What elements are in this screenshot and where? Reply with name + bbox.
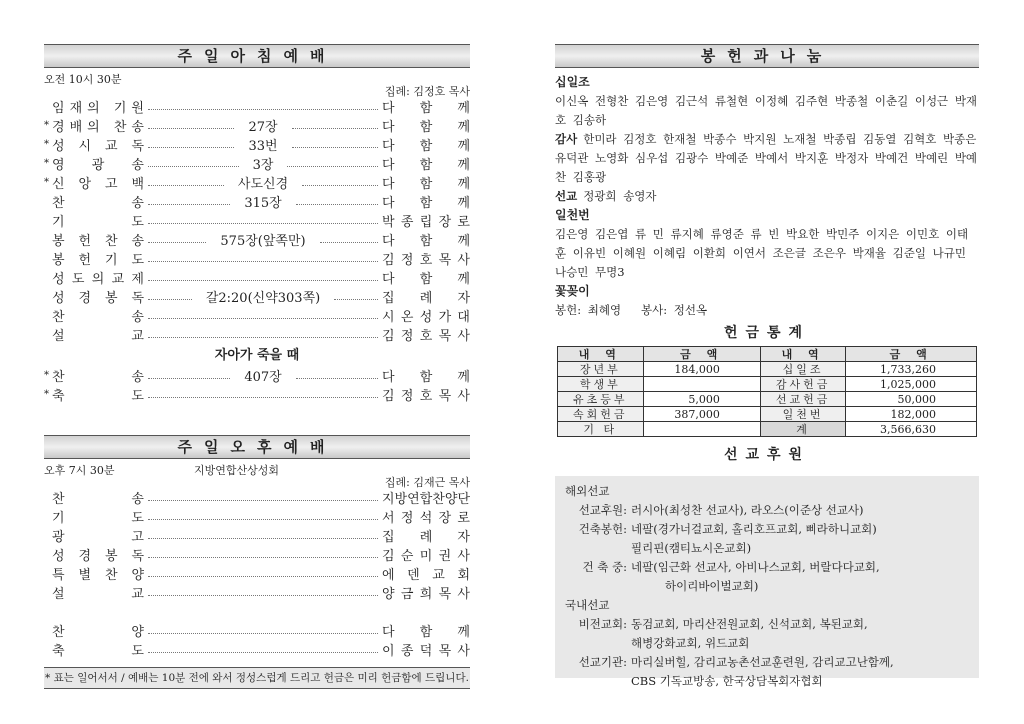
order-row — [44, 640, 477, 659]
stats-header: 금 액 — [846, 347, 977, 362]
stats-row — [558, 422, 977, 437]
order-row — [44, 385, 477, 404]
order-item-leader: 다 함 께 — [382, 158, 481, 173]
order-item-leader: 집 례 자 — [382, 291, 481, 306]
order-item-leader: 다 함 께 — [382, 196, 481, 211]
order-row — [44, 366, 481, 385]
dot-leader — [148, 595, 378, 596]
order-item-leader: 다 함 께 — [382, 177, 481, 192]
order-row — [44, 488, 470, 507]
dot-leader — [148, 166, 239, 167]
dot-leader — [292, 128, 378, 129]
order-item-label: 찬송 — [52, 492, 211, 507]
order-item-label: 성경봉독 — [52, 291, 158, 306]
order-item-label: 경배의 찬송 — [52, 120, 149, 135]
order-item-leader: 다 함 께 — [382, 120, 481, 135]
evening-presider: 집례: 김재근 목사 — [384, 476, 470, 489]
stats-row — [558, 362, 977, 377]
thanks-names: 한미라 김정호 한재철 박종수 박지원 노재철 박종립 김동열 김혁호 박종은 유덕관 노영화 심우섭 김광수 박예준 박예서 박지훈 박정자 박예건 박예린 박예찬 김홍광 — [555, 132, 978, 184]
overseas-support-key: 선교후원: — [578, 503, 627, 517]
order-item-leader: 김정호목사 — [382, 389, 477, 404]
order-item-leader: 다 함 께 — [382, 101, 481, 116]
vision-church-value: 동검교회, 마리산전원교회, 신석교회, 복된교회, — [631, 617, 868, 631]
sermon-title: 자아가 죽을 때 — [214, 348, 300, 363]
morning-order-closing — [44, 366, 481, 404]
dot-leader — [148, 538, 378, 539]
evening-order-closing — [44, 621, 481, 659]
order-item-detail: 27장 — [248, 120, 278, 135]
order-row — [44, 564, 483, 583]
morning-presider: 집례: 김정호 목사 — [384, 85, 470, 98]
stats-amount: 1,733,260 — [846, 362, 977, 377]
dot-leader — [334, 299, 378, 300]
overseas-support-value: 러시아(최성찬 선교사), 라오스(이준상 선교사) — [631, 503, 864, 517]
morning-service-header: 주일아침예배 — [44, 44, 470, 68]
order-row — [44, 192, 481, 211]
overseas-label: 해외선교 — [565, 484, 610, 498]
dot-leader — [148, 261, 378, 262]
thanks-section — [555, 130, 979, 187]
order-row — [44, 135, 481, 154]
order-item-leader: 다 함 께 — [382, 139, 481, 154]
order-item-label: 특별찬양 — [52, 568, 158, 583]
morning-order — [44, 97, 481, 344]
order-item-leader: 이종덕목사 — [382, 644, 477, 659]
vision-church-key: 비전교회: — [578, 617, 627, 631]
order-item-detail: 3장 — [252, 158, 274, 173]
stats-item: 유초등부 — [558, 392, 644, 407]
evening-time: 오후 7시 30분 — [44, 464, 115, 477]
dot-leader — [148, 576, 378, 577]
dot-leader — [148, 204, 230, 205]
required-standing-mark: * — [44, 120, 49, 131]
dot-leader — [148, 500, 378, 501]
dot-leader — [148, 147, 234, 148]
order-item-label: 신앙고백 — [52, 177, 158, 192]
stats-row — [558, 377, 977, 392]
left-page — [44, 44, 483, 689]
order-item-leader: 박종립장로 — [382, 215, 477, 230]
order-item-leader: 김정호목사 — [382, 329, 477, 344]
stats-item: 십일조 — [760, 362, 846, 377]
evening-event: 지방연합산상성회 — [194, 464, 280, 477]
order-row — [44, 287, 481, 306]
order-item-label: 찬양 — [52, 625, 211, 640]
order-item-leader: 다 함 께 — [382, 370, 481, 385]
stats-header: 내 역 — [558, 347, 644, 362]
order-item-leader: 집 례 자 — [382, 530, 481, 545]
dot-leader — [148, 337, 378, 338]
under-construction-value: 네팔(임근화 선교사, 아비나스교회, 버랄다다교회, — [631, 560, 880, 574]
tithe-label: 십일조 — [555, 75, 590, 89]
stats-amount — [643, 422, 760, 437]
order-row — [44, 97, 481, 116]
mission-names: 정광희 송영자 — [583, 189, 657, 203]
dot-leader — [292, 147, 378, 148]
order-item-label: 임재의 기원 — [52, 101, 149, 116]
dot-leader — [148, 633, 378, 634]
required-standing-mark: * — [44, 370, 49, 381]
flower-text: 봉헌: 최혜영 봉사: 정선옥 — [555, 303, 708, 317]
stats-header: 금 액 — [643, 347, 760, 362]
required-standing-mark: * — [44, 389, 49, 400]
order-item-label: 설교 — [52, 587, 211, 602]
order-item-leader: 김순미권사 — [382, 549, 477, 564]
order-row — [44, 173, 481, 192]
order-item-label: 설교 — [52, 329, 211, 344]
thousand-names: 김은영 김은엽 류 민 류지혜 류영준 류 빈 박요한 박민주 이지은 이민호 이태훈 이유빈 이혜원 이혜림 이환희 이연서 조은글 조은우 박재율 김준일 나규민 나승민 무명3 — [555, 227, 969, 279]
offering-stats-table — [557, 346, 977, 437]
stats-item: 기 타 — [558, 422, 644, 437]
order-row — [44, 116, 481, 135]
order-item-label: 봉헌찬송 — [52, 234, 158, 249]
order-item-label: 봉헌기도 — [52, 253, 158, 268]
missions-box — [555, 476, 979, 688]
stats-item: 학생부 — [558, 377, 644, 392]
mission-org-value-2: CBS 기독교방송, 한국상담복회자협회 — [631, 674, 823, 688]
order-item-detail: 407장 — [244, 370, 282, 385]
building-donation-key: 건축봉헌: — [578, 522, 627, 536]
under-construction-value-2: 하이리바이벌교회) — [665, 579, 759, 593]
flower-label: 꽃꽂이 — [555, 284, 590, 298]
building-donation-value: 네팔(경가너걸교회, 홀리호프교회, 삐라하니교회) — [631, 522, 877, 536]
order-item-label: 찬송 — [52, 370, 211, 385]
order-item-detail: 315장 — [244, 196, 282, 211]
stats-item: 계 — [760, 422, 846, 437]
stats-item: 속회헌금 — [558, 407, 644, 422]
required-standing-mark: * — [44, 139, 49, 150]
dot-leader — [148, 397, 378, 398]
stats-amount: 1,025,000 — [846, 377, 977, 392]
order-item-label: 기도 — [52, 215, 211, 230]
stats-item: 일천번 — [760, 407, 846, 422]
stats-title: 헌금통계 — [723, 325, 811, 341]
dot-leader — [148, 557, 378, 558]
evening-order — [44, 488, 483, 602]
dot-leader — [296, 204, 378, 205]
stats-row — [558, 392, 977, 407]
order-item-label: 성경봉독 — [52, 549, 158, 564]
order-row — [44, 526, 481, 545]
stats-amount: 5,000 — [643, 392, 760, 407]
dot-leader — [148, 223, 378, 224]
thanks-label: 감사 — [555, 132, 578, 146]
order-item-leader: 서정석장로 — [382, 511, 477, 526]
order-item-label: 찬송 — [52, 310, 211, 325]
order-item-leader: 다 함 께 — [382, 272, 481, 287]
stats-item: 선교헌금 — [760, 392, 846, 407]
order-item-leader: 지방연합찬양단 — [382, 492, 471, 507]
stats-item: 장년부 — [558, 362, 644, 377]
stats-amount — [643, 377, 760, 392]
order-item-detail: 사도신경 — [237, 177, 289, 192]
stats-amount: 3,566,630 — [846, 422, 977, 437]
mission-org-value: 마리실버힐, 감리교농촌선교훈련원, 감리교고난함께, — [631, 655, 894, 669]
order-item-label: 축도 — [52, 644, 211, 659]
dot-leader — [296, 378, 378, 379]
order-row — [44, 325, 477, 344]
order-row — [44, 583, 477, 602]
order-item-leader: 다 함 께 — [382, 234, 481, 249]
dot-leader — [148, 109, 378, 110]
building-donation-value-2: 필리핀(캠티뇨시온교회) — [631, 541, 752, 555]
order-item-leader: 시온성가대 — [382, 310, 477, 325]
required-standing-mark: * — [44, 177, 49, 188]
order-item-detail: 갈2:20(신약303쪽) — [205, 291, 321, 306]
evening-service-header: 주일오후예배 — [44, 435, 470, 459]
stats-amount: 50,000 — [846, 392, 977, 407]
order-item-label: 축도 — [52, 389, 211, 404]
order-row — [44, 230, 481, 249]
footer-notice: * 표는 일어서서 / 예배는 10분 전에 와서 정성스럽게 드리고 헌금은 미리 헌금함에 드립니다. — [44, 667, 470, 689]
order-item-leader: 양금희목사 — [382, 587, 477, 602]
mission-org-key: 선교기관: — [578, 655, 627, 669]
order-item-leader: 김정호목사 — [382, 253, 477, 268]
stats-row — [558, 407, 977, 422]
stats-amount: 184,000 — [643, 362, 760, 377]
dot-leader — [302, 185, 378, 186]
dot-leader — [287, 166, 378, 167]
dot-leader — [148, 280, 378, 281]
stats-amount: 387,000 — [643, 407, 760, 422]
under-construction-key: 건 축 중: — [582, 560, 627, 574]
order-row — [44, 268, 481, 287]
dot-leader — [148, 185, 224, 186]
dot-leader — [148, 318, 378, 319]
order-row — [44, 621, 481, 640]
order-row — [44, 249, 477, 268]
order-row — [44, 545, 477, 564]
domestic-label: 국내선교 — [565, 598, 610, 612]
dot-leader — [148, 242, 206, 243]
order-item-leader: 다 함 께 — [382, 625, 481, 640]
stats-amount: 182,000 — [846, 407, 977, 422]
right-page — [555, 44, 979, 688]
stats-item: 감사헌금 — [760, 377, 846, 392]
order-item-detail: 575장(앞쪽만) — [220, 234, 306, 249]
stats-header: 내 역 — [760, 347, 846, 362]
dot-leader — [148, 378, 230, 379]
dot-leader — [320, 242, 378, 243]
morning-time: 오전 10시 30분 — [44, 73, 122, 86]
dot-leader — [148, 652, 378, 653]
thousand-label: 일천번 — [555, 208, 590, 222]
order-item-label: 광고 — [52, 530, 211, 545]
order-item-label: 성도의교제 — [52, 272, 152, 287]
order-item-label: 찬송 — [52, 196, 211, 211]
missions-title: 선교후원 — [723, 447, 811, 463]
order-row — [44, 211, 477, 230]
dot-leader — [148, 128, 234, 129]
order-row — [44, 306, 477, 325]
order-row — [44, 154, 481, 173]
dot-leader — [148, 519, 378, 520]
order-row — [44, 507, 477, 526]
vision-church-value-2: 해병강화교회, 위드교회 — [631, 636, 750, 650]
order-item-label: 성시교독 — [52, 139, 158, 154]
tithe-names: 이신옥 전형찬 김은영 김근석 류철현 이정혜 김주현 박종철 이춘길 이성근 박재호 김송하 — [555, 94, 978, 127]
order-item-leader: 에덴교회 — [382, 568, 483, 583]
order-item-label: 영광송 — [52, 158, 172, 173]
required-standing-mark: * — [44, 158, 49, 169]
order-item-detail: 33번 — [248, 139, 278, 154]
dot-leader — [148, 299, 192, 300]
mission-label: 선교 — [555, 189, 578, 203]
order-item-label: 기도 — [52, 511, 211, 526]
offering-header: 봉헌과나눔 — [555, 44, 979, 68]
mission-section — [555, 187, 979, 206]
